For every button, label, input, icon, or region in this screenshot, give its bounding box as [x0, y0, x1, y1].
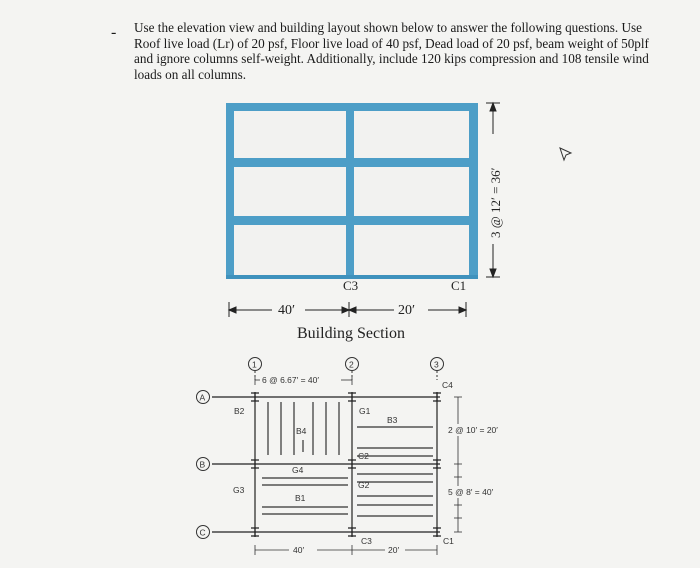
label-c3: C3 — [361, 536, 372, 546]
building-section-caption: Building Section — [297, 325, 405, 342]
elevation-dim-right: 20′ — [398, 303, 416, 318]
elevation-label-c3: C3 — [343, 278, 359, 293]
bay-opening — [234, 111, 346, 158]
label-b3: B3 — [387, 415, 398, 425]
label-c4: C4 — [442, 380, 453, 390]
bottom-dim-right: 20′ — [388, 545, 400, 555]
label-c1: C1 — [443, 536, 454, 546]
label-g1: G1 — [359, 406, 371, 416]
problem-statement: Use the elevation view and building layout shown below to answer the following questions. Use Roof live load (Lr) of 20 psf, Floor live load of 40 psf, Dead load of 20 psf, beam weight of 50plf and ignore columns self-weight. Additionally, include 120 kips compression and 108 tensile wind loads on all columns. — [134, 20, 649, 82]
grid-label-1: 1 — [252, 359, 257, 370]
bay-opening — [354, 111, 469, 158]
bay-opening — [354, 167, 469, 216]
list-bullet: - — [111, 24, 117, 41]
right-dim-bottom: 5 @ 8′ = 40′ — [448, 487, 494, 497]
bottom-dim-left: 40′ — [293, 545, 305, 555]
plan-right-dimensions — [454, 397, 462, 532]
bay-opening — [234, 225, 346, 275]
bay-opening — [234, 167, 346, 216]
elevation-dim-left: 40′ — [278, 303, 296, 318]
plan-bottom-dimensions — [255, 545, 437, 555]
grid-label-c: C — [199, 527, 206, 538]
grid-label-b: B — [199, 459, 206, 470]
plan-beams-b3 — [357, 427, 433, 516]
elevation-dimension-line — [229, 302, 466, 317]
grid-label-3: 3 — [434, 359, 439, 370]
label-g4: G4 — [292, 465, 304, 475]
height-dim-label: 3 @ 12′ = 36′ — [488, 167, 503, 238]
label-c2: C2 — [358, 451, 369, 461]
elevation-frame — [226, 103, 478, 279]
label-b2: B2 — [234, 406, 245, 416]
plan-top-dim-label: 6 @ 6.67′ = 40′ — [262, 375, 319, 385]
label-g3: G3 — [233, 485, 245, 495]
right-dim-top: 2 @ 10′ = 20′ — [448, 425, 498, 435]
grid-label-2: 2 — [349, 359, 354, 370]
bay-opening — [354, 225, 469, 275]
label-b4: B4 — [296, 426, 307, 436]
elevation-label-c1: C1 — [451, 278, 467, 293]
label-g2: G2 — [358, 480, 370, 490]
grid-label-a: A — [199, 392, 206, 403]
label-b1: B1 — [295, 493, 306, 503]
cursor-icon — [560, 148, 571, 160]
